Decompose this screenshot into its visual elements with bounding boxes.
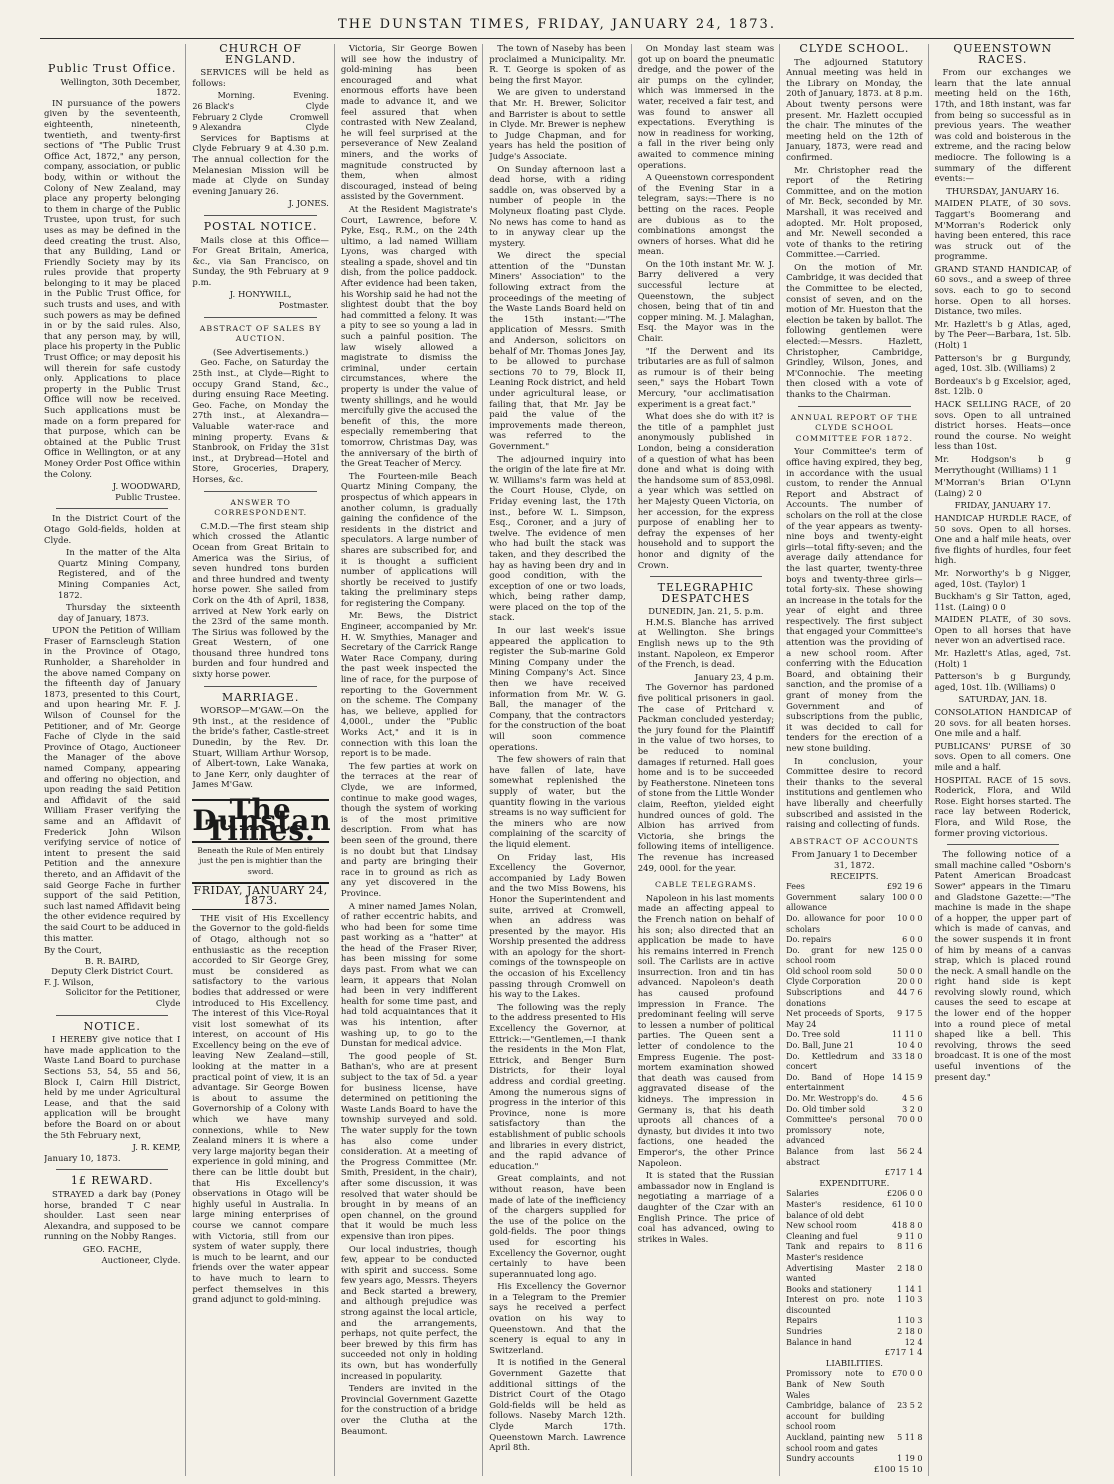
account-label: Net proceeds of Sports, May 24: [786, 1009, 885, 1029]
notice-date: January 10, 1873.: [44, 1153, 121, 1164]
church-row: 26 Black's: [192, 101, 234, 111]
article: The following was the reply to the address presented to His Excellency the Governor, at Ettrick:—"Gentlemen,—I thank the residents in the Mon Flat, Ettrick, and Benger Burn Districts, for their loyal address and cordial greeting. Among the numerous signs of progress in the interior of this Province, none is more satisfactory than the establishment of public schools and libraries in every district, and the rapid advance of education.": [489, 1002, 626, 1172]
divider: [204, 491, 316, 492]
account-label: Interest on pro. note discounted: [786, 1295, 885, 1315]
church-row: Clyde: [305, 123, 329, 133]
account-amount: £70 0 0: [891, 1369, 923, 1379]
account-row: [786, 1041, 922, 1052]
account-label: Do. grant for new school room: [786, 945, 885, 966]
account-amount: 33 18 0: [891, 1051, 923, 1061]
court-wilson-title: Solicitor for the Petitioner, Clyde: [65, 988, 181, 1010]
account-amount: £206 0 0: [886, 1189, 923, 1199]
account-amount: 20 0 0: [897, 977, 923, 987]
receipts-table: [786, 882, 922, 1168]
race-entry: M'Morran's Brian O'Lynn (Laing) 2 0: [934, 478, 1071, 499]
trust-signature-title: Public Trustee.: [115, 492, 181, 503]
account-row: [786, 1327, 922, 1338]
postal-signature: J. HONYWILL,: [229, 290, 292, 301]
race-day: SATURDAY, JAN. 18.: [958, 695, 1048, 706]
article: On Friday last, His Excellency the Governor, accompanied by Lady Bowen and the two Miss Bowens, his Honor the Superintendent and suite, arrived at Cromwell, when an address was presented by the mayor. His Worship presented the address with an apology for the short-comings of the townspeople on the occasion of his Excellency passing through Cromwell on his way to the Lakes.: [489, 852, 626, 1001]
article: We direct the special attention of the "Dunstan Miners' Association" to the following extract from the proceedings of the meeting of the Waste Lands Board held on the 15th instant:—"The application of Messrs. Smith and Anderson, solicitors on behalf of Mr. Thomas Jones Jay, to be allowed to purchase sections 70 to 79, Block II, Leaning Rock district, and held under agricultural lease, or failing that, that Mr. Jay be paid the value of the improvements made thereon, was referred to the Government.": [489, 251, 626, 452]
article: At the Resident Magistrate's Court, Lawrence, before V. Pyke, Esq., R.M., on the 24th ultimo, a lad named William Lyons, was charged with stealing a spade, shovel and tin dish, from the police paddock. After evidence had been taken, his Worship said he had not the slightest doubt that the boy had committed a felony. It was a pity to see so young a lad in such a painful position. The law wisely allowed a magistrate to dismiss the criminal, under certain circumstances, where the property is under the value of twenty shillings, and he would mercifully give the accused the benefit of this, the more especially remembering that tomorrow, Christmas Day, was the anniversary of the birth of the Great Teacher of Mercy.: [340, 204, 478, 470]
court-registrar-title: Deputy Clerk District Court.: [51, 967, 174, 978]
account-row: [786, 1221, 922, 1232]
divider: [650, 576, 762, 577]
dateline: FRIDAY, JANUARY 24, 1873.: [192, 882, 328, 910]
race-entry: Mr. Hazlett's Atlas, aged, 7st. (Holt) 1: [934, 649, 1071, 670]
church-row: 9 Alexandra: [192, 123, 242, 133]
account-amount: 2 18 0: [897, 1263, 923, 1273]
court-wilson: F. J. Wilson,: [44, 977, 94, 988]
article: What does she do with it? is the title of a pamphlet just anonymously published in London, being a consideration of a question of what has been done and what is doing with the handsome sum of 853,098l. a year which was settled on her Majesty Queen Victoria, on her accession, for the express purpose of enabling her to defray the expenses of her household and to support the honor and dignity of the Crown.: [637, 412, 775, 571]
divider: [56, 1169, 168, 1170]
article: On Monday last steam was got up on board the pneumatic dredge, and the power of the air pumps on the cylinder, which was immersed in the water, received a fair test, and was found to answer all expectations. Everything is now in readiness for working, a fall in the river being only awaited to commence mining operations.: [637, 44, 775, 171]
accounts-heading: ABSTRACT OF ACCOUNTS: [789, 836, 919, 846]
account-label: Auckland, painting new school room and gates: [786, 1433, 885, 1453]
account-label: Balance from last abstract: [786, 1146, 885, 1167]
race-entry: GRAND STAND HANDICAP, of 60 sovs., and a sweep of three sovs. each to go to second horse. Open to all horses. Distance, two miles.: [934, 264, 1071, 318]
account-amount: 12 4: [904, 1337, 923, 1347]
account-amount: 50 0 0: [897, 966, 923, 976]
race-entry: Patterson's br g Burgundy, aged, 10st. 3lb. (Williams) 2: [934, 353, 1071, 375]
account-amount: 9 11 0: [897, 1231, 923, 1241]
account-label: Committee's personal promissory note, advanced: [786, 1115, 885, 1146]
race-entry: HOSPITAL RACE of 15 sovs. Roderick, Flora, and Wild Rose. Eight horses started. The race lay between Roderick, Flora, and Wild Rose, the former proving victorious.: [934, 775, 1071, 839]
column-5: [638, 44, 780, 1476]
column-2: [192, 44, 334, 1476]
divider: [204, 215, 316, 216]
account-label: Do. Band of Hope entertainment: [786, 1072, 885, 1093]
account-label: Cambridge, balance of account for building school room: [786, 1401, 885, 1432]
motto: Beneath the Rule of Men entirely just the pen is mightier than the sword.: [197, 845, 324, 876]
account-label: Clyde Corporation: [786, 977, 861, 987]
account-amount: 1 10 3: [897, 1295, 923, 1305]
race-entry: Mr. Norworthy's b g Nigger, aged, 10st. (Taylor) 1: [934, 568, 1071, 590]
telegraph-heading: TELEGRAPHIC DESPATCHES: [657, 581, 755, 605]
race-entry: Bordeaux's b g Excelsior, aged, 8st. 12lb. 0: [934, 376, 1071, 398]
account-row: [786, 967, 922, 978]
account-row: [786, 1401, 922, 1433]
account-label: Balance in hand: [786, 1337, 852, 1347]
expenditure-heading: EXPENDITURE.: [819, 1178, 890, 1189]
article: The good people of St. Bathan's, who are at present subject to the tax of 5d. a year for business license, have determined on petitioning the Waste Lands Board to have the township surveyed and sold. The water supply for the town has also come under consideration. At a meeting of the Progress Committee (Mr. Smith, President, in the chair), after some discussion, it was resolved that water should be brought in by means of an open channel, on the ground that it would be much less expensive than iron pipes.: [340, 1051, 478, 1242]
reward-heading: 1£ REWARD.: [70, 1174, 154, 1188]
court-matter: In the matter of the Alta Quartz Mining Company, Registered, and of the Mining Companies Act, 1872.: [58, 548, 181, 601]
account-amount: 11 11 0: [891, 1030, 923, 1040]
notice-signature: J. R. KEMP,: [132, 1143, 181, 1154]
account-row: [786, 1073, 922, 1094]
account-label: Old school room sold: [786, 966, 872, 976]
divider: [56, 508, 168, 509]
account-label: Advertising Master wanted: [786, 1263, 885, 1284]
article: We are given to understand that Mr. H. Brewer, Solicitor and Barrister is about to settle in Clyde. Mr. Brewer is nephew to Judge Chapman, and for years has held the position of Judge's Associate.: [489, 88, 626, 162]
account-row: [786, 1115, 922, 1147]
reward-body: STRAYED a dark bay (Poney horse, branded T C near shoulder. Last seen near Alexandra, and supposed to be running on the Nobby Ranges.: [44, 1189, 181, 1243]
account-amount: 100 0 0: [891, 892, 923, 902]
account-amount: 2 18 0: [897, 1327, 923, 1337]
account-amount: 14 15 9: [891, 1072, 923, 1082]
liabilities-table: [786, 1369, 922, 1464]
account-row: [786, 1094, 922, 1105]
account-row: [786, 946, 922, 967]
account-amount: 5 11 8: [897, 1433, 923, 1442]
divider: [798, 406, 910, 407]
account-amount: 9 17 5: [897, 1009, 923, 1019]
divider: [947, 844, 1059, 845]
account-label: Repairs: [786, 1316, 818, 1326]
race-entry: CONSOLATION HANDICAP of 20 sovs. for all beaten horses. One mile and a half.: [934, 708, 1071, 740]
races-heading: QUEENSTOWN RACES.: [953, 44, 1053, 66]
article: A miner named James Nolan, of rather eccentric habits, and who had been for some time past working as a "hatter" at the head of the Fraser River, has been missing for some days past. From what we can learn, it appears that Nolan had been in very indifferent health for some time past, and had told acquaintances that it was his intention, after washing up, to go to the Dunstan for medical advice.: [340, 901, 478, 1050]
postal-body: Mails close at this Office— For Great Britain, America, &c., via San Francisco, on Sunday, the 9th February at 9 p.m.: [192, 235, 329, 288]
running-header: THE DUNSTAN TIMES, FRIDAY, JANUARY 24, 1873.: [40, 12, 1074, 39]
race-entry: Mr. Hodgson's b g Merrythought (Williams) 1 1: [934, 454, 1071, 476]
account-row: [786, 1264, 922, 1285]
race-entry: HANDICAP HURDLE RACE, of 50 sovs. Open to all horses. One and a half mile heats, over five flights of hurdles, four feet high.: [934, 513, 1071, 567]
abstract-sub: (See Advertisements.): [213, 347, 309, 358]
account-label: Fees: [786, 882, 805, 892]
account-label: Tank and repairs to Master's residence: [786, 1242, 885, 1262]
marriage-body: WORSOP—M'GAW.—On the 9th inst., at the residence of the bride's father, Castle-street Dunedin, by the Rev. Dr. Stuart, William Arthur Worsop, of Albert-town, Lake Wanaka, to Jane Kerr, only daughter of James M'Gaw.: [192, 706, 329, 791]
race-entry: MAIDEN PLATE, of 30 sovs. Taggart's Boomerang and M'Morran's Roderick only having been entered, this race was struck out of the programme.: [934, 199, 1071, 263]
school-text: Mr. Christopher read the report of the Retiring Committee, and on the motion of Mr. Beck, seconded by Mr. Marshall, it was received and adopted. Mr. Holt proposed, and Mr. Newell seconded a vote of thanks to the retiring Committee.—Carried.: [786, 165, 923, 261]
divider: [56, 1015, 168, 1016]
account-row: [786, 1369, 922, 1401]
account-amount: 10 4 0: [897, 1041, 923, 1051]
column-3: [341, 44, 483, 1476]
account-label: Government salary allowance: [786, 892, 885, 913]
article: Tenders are invited in the Provincial Government Gazette for the construction of a bridge over the Clutha at the Beaumont.: [340, 1384, 478, 1437]
abstract-body: Geo. Fache, on Saturday the 25th inst., at Clyde—Right to occupy Grand Stand, &c., during ensuing Race Meeting. Geo. Fache, on Monday the 27th inst., at Alexandra—Valuable water-race and mining property. Evans & Stanbrook, on Friday the 31st inst., at Drybread—Hotel and Store, Groceries, Drapery, Horses, &c.: [192, 358, 329, 485]
account-amount: 1 14 1: [897, 1284, 923, 1294]
receipts-total: £717 1 4: [884, 1168, 923, 1179]
notice-body: I HEREBY give notice that I have made application to the Waste Land Board to purchase Sections 53, 54, 55 and 56, Block I, Cairn Hill District, held by me under Agricultural Lease, and that the said application will be brought before the Board on or about the 5th February next,: [44, 1035, 181, 1141]
article: In our last week's issue appeared the application to register the Sub-marine Gold Mining Company under the Mining Company's Act. Since then we have received information from Mr. W. G. Ball, the manager of the Company, that the contractors for the construction of the boat will soon commence operations.: [489, 626, 626, 753]
account-row: [786, 977, 922, 988]
abstract-heading: ABSTRACT OF SALES BY AUCTION.: [199, 323, 322, 344]
marriage-heading: MARRIAGE.: [221, 690, 300, 704]
account-row: [786, 988, 922, 1009]
account-amount: £92 19 6: [886, 882, 923, 892]
expenditure-table: [786, 1189, 922, 1348]
article: A Queenstown correspondent of the Evening Star in a telegram, says:—There is no betting on the races. People are dubious as to the combinations amongst the owners of horses. What did he mean.: [637, 173, 775, 258]
race-entry: Mr. Hazlett's b g Atlas, aged, by The Peer—Barbara, 1st. 5lb. (Holt) 1: [934, 319, 1071, 352]
account-amount: 6 0 0: [902, 935, 923, 945]
race-day: THURSDAY, JANUARY 16.: [946, 186, 1060, 197]
liabilities-heading: LIABILITIES.: [825, 1358, 883, 1369]
article: The adjourned inquiry into the origin of the late fire at Mr. W. Williams's farm was held at the Court House, Clyde, on Friday evening last, the 17th inst., before W. L. Simpson, Esq., Coroner, and a jury of twelve. The evidence of men who had built the stack was taken, and they described the hay as having been dry and in good condition, with the exception of one or two loads, which, being rather damp, were placed on the top of the stack.: [489, 454, 626, 624]
account-amount: 125 0 0: [891, 945, 923, 955]
accounts-period: From January 1 to December 31, 1872.: [791, 850, 918, 871]
trust-date: Wellington, 30th December, 1872.: [60, 77, 181, 99]
account-row: [786, 1433, 922, 1454]
account-label: Books and stationery: [786, 1284, 872, 1294]
church-row: Cromwell: [289, 112, 329, 122]
liabilities-total: £100 15 10: [873, 1464, 923, 1475]
article: Mr. Bews, the District Engineer, accompanied by Mr. H. W. Smythies, Manager and Secretary of the Carrick Range Water Race Company, during the past week inspected the line of race, for the purpose of reporting to the Government on the scheme. The Company has, we believe, applied for 4,000l., under the "Public Works Act," and it is in connection with this loan the report is to be made.: [340, 611, 478, 760]
account-row: [786, 1285, 922, 1296]
account-label: New school room: [786, 1221, 857, 1231]
article: Great complaints, and not without reason, have been made of late of the inefficiency of the chargers supplied for the use of the police on the gold-fields. The poor things used for escorting his Excellency the Governor, ought certainly to have been superannuated long ago.: [489, 1174, 626, 1280]
article: It is notified in the General Government Gazette that additional sittings of the District Court of the Otago Gold-fields will be held as follows. Naseby March 12th. Clyde March 17th. Queenstown March. Lawrence April 8th.: [489, 1358, 626, 1454]
race-entry: PUBLICANS' PURSE of 30 sovs. Open to all comers. One mile and a half.: [934, 741, 1071, 773]
account-row: [786, 1295, 922, 1316]
court-body: UPON the Petition of William Fraser of Earnscleugh Station in the Province of Otago, Runholder, a Shareholder in the above named Company on the fifteenth day of January 1873, presented to this Court, and upon hearing Mr. F. J. Wilson of Counsel for the Petitioner, and of Mr. George Fache of Clyde in the said Province of Otago, Auctioneer the Manager of the above named Company, appearing and offering no objection, and upon reading the said Petition and Affidavit of the said William Fraser verifying the same and an Affidavit of Frederick John Wilson verifying service of notice of intent to present the said Petition and the annexure thereto, and an Affidavit of the said George Fache in further support of the said Petition, such last named Affidavit being the other evidence required by the said Court to be adduced in this matter.: [44, 626, 181, 944]
trust-body: IN pursuance of the powers given by the seventeenth, eighteenth, nineteenth, twentieth, and twenty-first sections of "The Public Trust Office Act, 1872," any person, company, association, or public body, within or without the Colony of New Zealand, may place any property belonging to them in charge of the Public Trustee, upon trust, for such uses as may be defined in the deed creating the trust. Also, that any Building, Land or Friendly Society may by its rules provide that property belonging to it may be placed in the Public Trust Office, for such trusts and uses, and with such powers as may be defined in or by the said rules. Also, that any person may, by will, place his property in the Public Trust Office; or may deposit his will therein for safe custody only. Applications to place property in the Public Trust Office will now be received. Such applications must be made on a form prepared for that purpose, which can be obtained at the Public Trust Office in Wellington, or at any Money Order Post Office within the Colony.: [44, 98, 181, 480]
account-label: Cleaning and fuel: [786, 1231, 858, 1241]
correspondent-heading: ANSWER TO CORRESPONDENT.: [214, 497, 308, 518]
column-7: [935, 44, 1076, 1476]
telegraph-dateline: DUNEDIN, Jan. 21, 5. p.m.: [648, 607, 764, 618]
divider: [204, 317, 316, 318]
account-row: [786, 1454, 922, 1465]
account-amount: 418 8 0: [891, 1221, 923, 1231]
account-amount: 1 10 3: [897, 1316, 923, 1326]
postal-signature-title: Postmaster.: [278, 301, 329, 312]
account-label: Salaries: [786, 1189, 819, 1199]
account-amount: 8 11 6: [897, 1242, 923, 1252]
account-label: Do. Mr. Westropp's do.: [786, 1094, 879, 1103]
account-amount: 23 5 2: [897, 1401, 923, 1411]
article: On the 10th instant Mr. W. J. Barry delivered a very successful lecture at Queenstown, the subject chosen, being that of tin and copper mining. M. J. Malaghan, Esq. the Mayor was in the Chair.: [637, 259, 775, 345]
telegraph-text: The Governor has pardoned five political prisoners in gaol. The case of Pritchard v. Packman concluded yesterday; the jury found for the Plaintiff in the value of two horses, to be reduced to nominal damages if returned. Hall goes home and is to be succeeded by Featherstone. Nineteen tons of stone from the Little Wonder claim, Reefton, yielded eight hundred ounces of gold. The Albion has arrived from Victoria, she brings the following items of intelligence. The revenue has increased 249, 000l. for the year.: [637, 683, 775, 874]
report-text: In conclusion, your Committee desire to record their thanks to the several institutions and gentlemen who have liberally and cheerfully subscribed and assisted in the raising and collecting of funds.: [786, 756, 923, 831]
account-label: Do. Kettledrum and concert: [786, 1051, 885, 1072]
church-signature: J. JONES.: [288, 199, 329, 210]
race-entry: MAIDEN PLATE, of 30 sovs. Open to all horses that have never won an advertised race.: [934, 615, 1071, 647]
report-heading: ANNUAL REPORT OF THE CLYDE SCHOOL COMMITTEE FOR 1872.: [790, 412, 919, 443]
account-amount: 4 5 6: [902, 1094, 923, 1103]
court-by: By the Court,: [44, 946, 102, 957]
account-row: [786, 1232, 922, 1243]
account-row: [786, 1052, 922, 1073]
race-day: FRIDAY, JANUARY 17.: [954, 501, 1051, 512]
account-label: Do. Old timber sold: [786, 1104, 866, 1114]
column-4: [489, 44, 631, 1476]
court-date: Thursday the sixteenth day of January, 1873.: [58, 603, 181, 624]
account-amount: 44 7 6: [897, 988, 923, 998]
account-label: Sundries: [786, 1327, 823, 1337]
account-label: Promissory note to Bank of New South Wales: [786, 1369, 885, 1400]
account-row: [786, 1105, 922, 1116]
article: His Excellency the Governor in a Telegram to the Premier says he received a perfect ovation on his way to Queenstown. And that the scenery is equal to any in Switzerland.: [489, 1282, 626, 1356]
cable-text: Napoleon in his last moments made an affecting appeal to the French nation on behalf of his son; also directed that an application be made to have his remains interred in French soil. The Carlists are in active insurrection. Iron and tin has advanced. Napoleon's death has caused profound impression in France. The predominant feeling will serve to lessen a number of political parties. The Queen sent a letter of condolence to the Empress Eugenie. The post-mortem examination showed that death was caused from aggravated disease of the kidneys. The impression in Germany is, that his death uproots all chances of a dynasty, but divides it into two factions, one headed the Emperor's, the other Prince Napoleon.: [637, 893, 775, 1169]
trust-signature: J. WOODWARD,: [112, 482, 181, 493]
cable-text: It is stated that the Russian ambassador now in England is negotiating a marriage of a daughter of the Czar with an English Prince. The price of coal has advanced, owing to strikes in Wales.: [637, 1171, 775, 1245]
correspondent-body: C.M.D.—The first steam ship which crossed the Atlantic Ocean from Great Britain to America was the Sirius, of seven hundred tons burden and three hundred and twenty horse power. She sailed from Cork on the 4th of April, 1838, arrived at New York early on the 23rd of the same month. The Sirius was followed by the Great Western, of one thousand three hundred tons burden and four hundred and sixty horse power.: [192, 521, 329, 681]
account-amount: 70 0 0: [897, 1115, 923, 1125]
cable-heading: CABLE TELEGRAMS.: [655, 880, 757, 890]
account-row: [786, 1189, 922, 1200]
article: The few parties at work on the terraces at the rear of Clyde, we are informed, continue to make good wages, though the system of working is of the most primitive description. From what has been seen of the ground, there is no doubt but that Lindsay and party are bringing their race in to ground as rich as any yet discovered in the Province.: [340, 761, 478, 899]
church-col-evening: Evening.: [293, 91, 329, 101]
trust-title: Public Trust Office.: [48, 62, 177, 75]
school-heading: CLYDE SCHOOL.: [799, 44, 910, 55]
account-row: [786, 893, 922, 914]
article: The Fourteen-mile Beach Quartz Mining Company, the prospectus of which appears in another column, is gradually gaining the confidence of the residents in the district and speculators. A large number of shares are subscribed for, and it is thought a sufficient number of applications will shortly be received to justify taking the preliminary steps for registering the Company.: [340, 471, 478, 609]
reward-signature: GEO. FACHE,: [82, 1244, 142, 1255]
telegraph-text: H.M.S. Blanche has arrived at Wellington. She brings English news up to the 9th instant. Napoleon, ex Emperor of the French, is dead.: [637, 617, 775, 671]
school-text: The adjourned Statutory Annual meeting was held in the Library on Monday, the 20th of January, 1873. at 8 p.m. About twenty persons were present. Mr. Hazlett occupied the chair. The minutes of the meeting held on the 12th of January, 1873, were read and confirmed.: [786, 57, 923, 163]
postal-heading: POSTAL NOTICE.: [203, 219, 318, 233]
account-amount: 1 19 0: [897, 1454, 923, 1464]
account-row: [786, 1316, 922, 1327]
account-row: [786, 1009, 922, 1030]
account-amount: 61 10 0: [891, 1199, 923, 1209]
expenditure-total: £717 1 4: [884, 1348, 923, 1359]
race-entry: HACK SELLING RACE, of 20 sovs. Open to all untrained district horses. Heats—once round the course. No weight less than 10st.: [934, 400, 1071, 453]
account-row: [786, 935, 922, 946]
telegraph-dateline: January 23, 4 p.m.: [694, 672, 775, 683]
church-row: February 2 Clyde: [192, 112, 263, 122]
receipts-heading: RECEIPTS.: [830, 871, 879, 882]
report-text: Your Committee's term of office having expired, they beg, in accordance with the usual custom, to render the Annual Report and Abstract of Accounts. The number of scholars on the roll at the close of the year appears as twenty-nine boys and twenty-eight girls—total fifty-seven; and the average daily attendance for the last quarter, twenty-three boys and twenty-three girls—total forty-six. These showing an increase in the totals for the year of eight and three respectively. The first subject that engaged your Committee's attention was the providing of a new school room. After conferring with the Education Board, and obtaining their sanction, and the promise of a grant of money from the Government and of subscriptions from the public, it was decided to call for tenders for the erection of a new stone building.: [786, 447, 923, 754]
article: On Sunday afternoon last a dead horse, with a riding saddle on, was observed by a number of people in the Molyneux floating past Clyde. No news has come to hand as to in anyway clear up the mystery.: [489, 164, 626, 249]
church-intro: SERVICES will be held as follows:: [192, 68, 329, 89]
column-6: [786, 44, 928, 1476]
account-label: Sundry accounts: [786, 1454, 855, 1464]
column-1: [44, 44, 186, 1476]
article: Our local industries, though few, appear to be conducted with spirit and success. Some few years ago, Messrs. Theyers and Beck started a brewery, and although prejudice was strong against the local article, and the arrangements, perhaps, not quite perfect, the beer brewed by this firm has succeeded not only in holding its own, but has wonderfully increased in popularity.: [340, 1244, 478, 1382]
school-text: On the motion of Mr. Cambridge, it was decided that the Committee to be elected, consist of seven, and on the motion of Mr. Hueston that the election be taken by ballot. The following gentlemen were elected:—Messrs. Hazlett, Christopher, Cambridge, Grindley, Wilson, Jones, and M'Connochie. The meeting then closed with a vote of thanks to the Chairman.: [786, 262, 923, 400]
reward-signature-title: Auctioneer, Clyde.: [101, 1255, 181, 1266]
account-amount: 56 2 4: [897, 1146, 923, 1156]
article: The following notice of a small machine called "Osborn's Patent American Broadcast Sower" appears in the Timaru and Gladstone Gazette:—"The machine is made in the shape of a hopper, the upper part of which is made of canvas, and the sower suspends it in front of him by means of a canvas strap, which is placed round the neck. A small handle on the right hand side is kept revolving slowly round, which causes the seed to escape at the lower end of the hopper into a round piece of metal shaped like a bell. This revolving, throws the seed broadcast. It is one of the most useful inventions of the present day.": [934, 850, 1071, 1083]
divider: [204, 686, 316, 687]
account-label: Do. Ball, June 21: [786, 1041, 855, 1051]
race-entry: Buckham's g Sir Tatton, aged, 11st. (Laing) 0 0: [934, 592, 1071, 613]
notice-heading: NOTICE.: [83, 1019, 141, 1033]
account-label: Do. allowance for poor scholars: [786, 913, 885, 934]
account-amount: 3 2 0: [902, 1104, 923, 1114]
article: Victoria, Sir George Bowen will see how the industry of gold-mining has been encouraged and what enormous efforts have been made to advance it, and we feel assured that when contrasted with New Zealand, he will feel surprised at the perseverance of New Zealand miners, and the works of magnitude constructed by them, when almost discouraged, instead of being assisted by the Government.: [340, 44, 478, 203]
church-col-morning: Morning.: [217, 91, 255, 101]
church-note: Services for Baptisms at Clyde February 9 at 4.30 p.m. The annual collection for the Melanesian Mission will be made at Clyde on Sunday evening January 26.: [192, 133, 329, 197]
races-intro: From our exchanges we learn that the late annual meeting held on the 16th, 17th, and 18th instant, was far from being so successful as in previous years. The weather was cold and boisterous in the extreme, and the racing below mediocre. The following is a summary of the different events:—: [934, 68, 1071, 185]
account-label: Subscriptions and donations: [786, 988, 885, 1008]
account-row: [786, 1030, 922, 1041]
account-label: Master's residence, balance of old debt: [786, 1199, 885, 1220]
account-label: Do. repairs: [786, 935, 832, 945]
church-row: Clyde: [305, 101, 329, 111]
account-label: Do. Tree sold: [786, 1030, 841, 1040]
race-entry: Patterson's b g Burgundy, aged, 10st. 1lb. (Williams) 0: [934, 672, 1071, 693]
editorial: THE visit of His Excellency the Governor to the gold-fields of Otago, although not so enthusiastic as the reception accorded to Sir George Grey, must be considered as satisfactory to the various bodies that addressed or were introduced to His Excellency. The interest of this Vice-Royal visit lost somewhat of its interest, on account of His Excellency being on the eve of leaving New Zealand—still, looking at the matter in a practical point of view, it is an advantage. Sir George Bowen is about to assume the Governorship of a Colony with which we have many connexions, while to New Zealand miners it is where a very large majority began their experience in gold mining, and there can be little doubt but that His Excellency's observations in Otago will be highly useful in Australia. In large mining enterprises of course we cannot compare with Victoria, still from our system of water supply, there is much to be learnt, and our friends over the water appear to have much to learn to perfect themselves in this grand adjunct to gold-mining.: [192, 913, 329, 1306]
account-row: [786, 1242, 922, 1263]
article: The few showers of rain that have fallen of late, have somewhat replenished the supply of water, but the quantity flowing in the various streams is no way sufficient for the miners who are now complaining of the scarcity of the liquid element.: [489, 755, 626, 850]
article: "If the Derwent and its tributaries are as full of salmon as rumour is of their being seen," says the Hobart Town Mercury, "our acclimatisation experiment is a great fact.": [637, 346, 775, 410]
newspaper-logo: The Dunstan Times.: [192, 793, 332, 848]
account-amount: 10 0 0: [897, 913, 923, 923]
account-row: [786, 914, 922, 935]
article: The town of Naseby has been proclaimed a Municipality. Mr. R. T. George is spoken of as being the first Mayor.: [489, 44, 626, 86]
account-row: [786, 1147, 922, 1168]
account-row: [786, 1200, 922, 1221]
court-intro: In the District Court of the Otago Gold-fields, holden at Clyde.: [44, 514, 181, 546]
columns: [44, 44, 1076, 1476]
church-table: [192, 91, 328, 133]
account-row: [786, 1338, 922, 1349]
church-heading: CHURCH OF ENGLAND.: [219, 44, 302, 66]
court-registrar: B. R. BAIRD,: [84, 956, 140, 967]
account-row: [786, 882, 922, 893]
